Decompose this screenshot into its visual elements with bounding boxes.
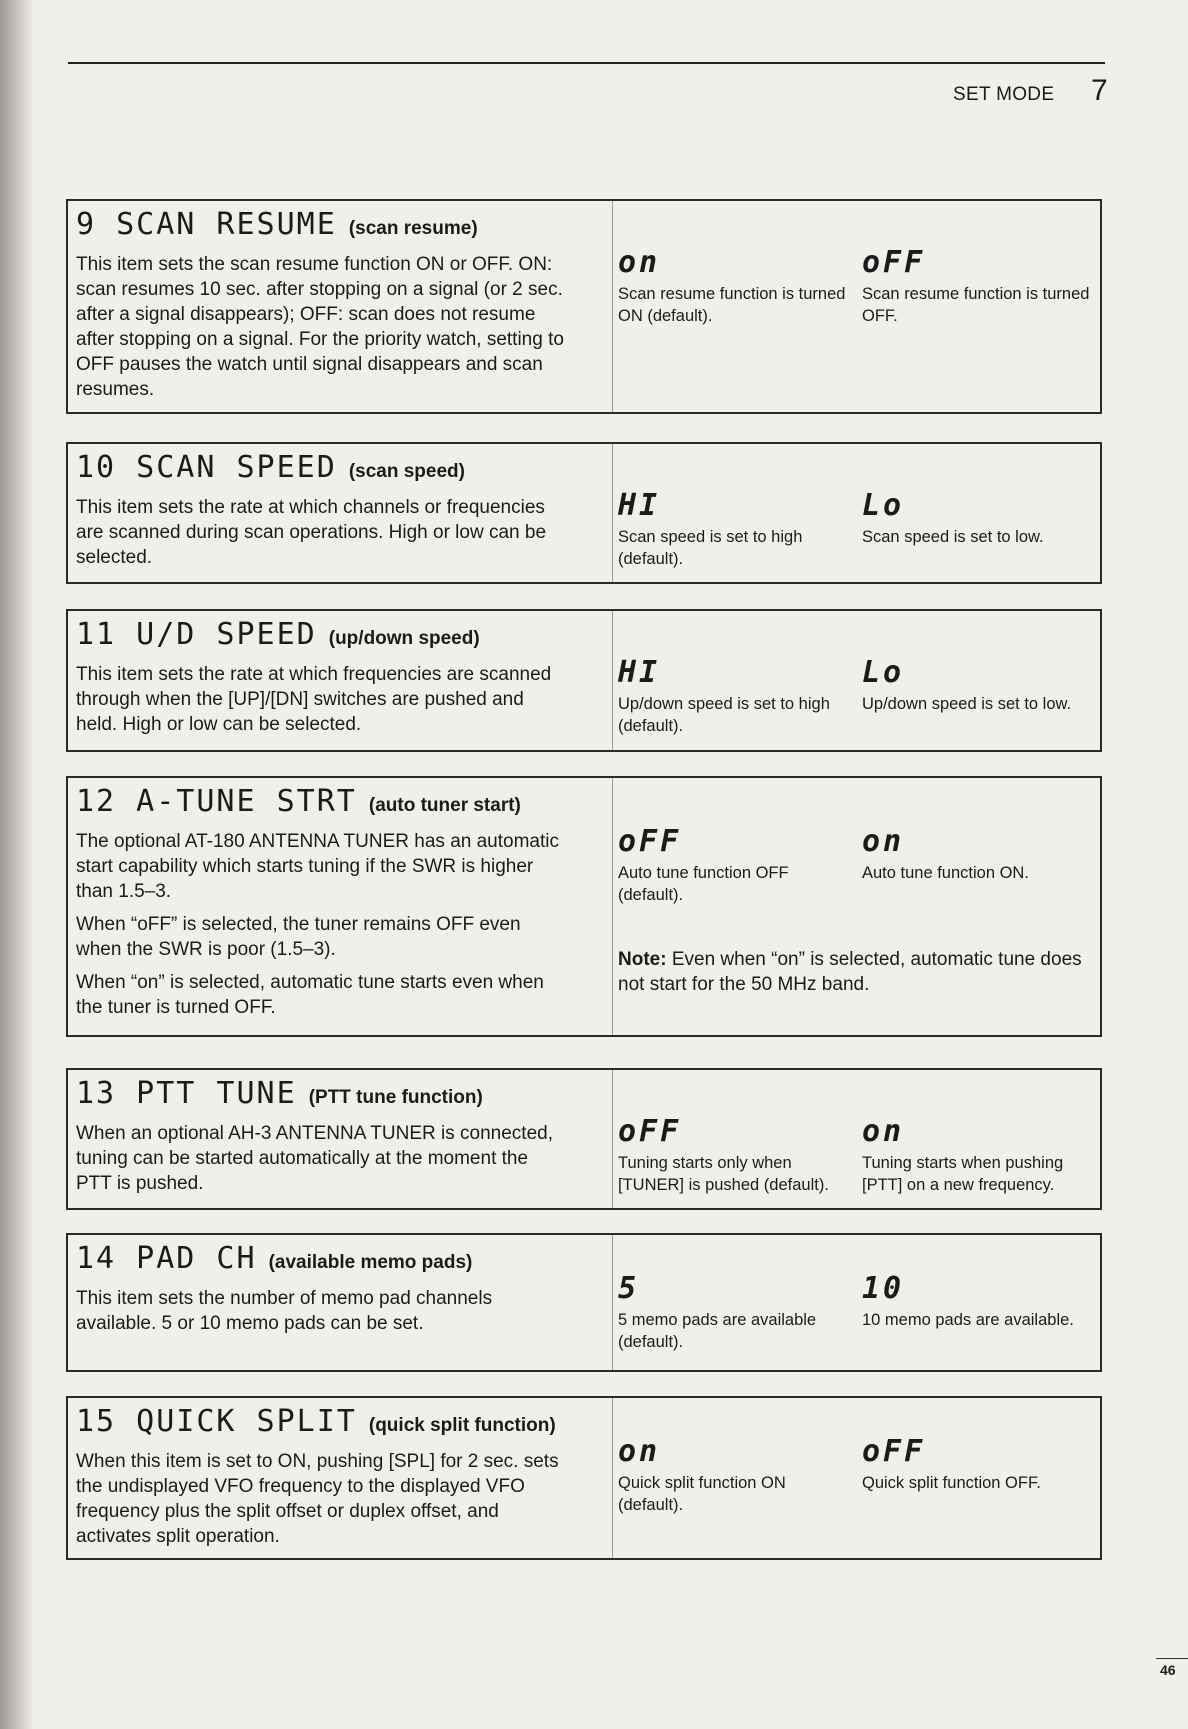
header-title: SET MODE xyxy=(953,84,1055,105)
option-description: Scan speed is set to high (default). xyxy=(618,528,803,568)
option-b xyxy=(862,1271,1090,1331)
lcd-item-label: 13 PTT TUNE xyxy=(76,1076,297,1111)
column-divider xyxy=(612,1070,613,1208)
option-description: Up/down speed is set to high (default). xyxy=(618,695,830,735)
lcd-display: Lo xyxy=(862,488,905,523)
lcd-item-label: 14 PAD CH xyxy=(76,1241,257,1276)
column-divider xyxy=(612,611,613,750)
section-paragraph: This item sets the scan resume function ON or OFF. ON: scan resumes 10 sec. after stopping on a signal (or 2 sec. after a signal disappears); OFF: scan does not resume after stopping on a signal. For the priority watch, setting to OFF pauses the watch until signal disappears and scan resumes. xyxy=(76,254,564,400)
lcd-display: on xyxy=(862,824,905,859)
option-b xyxy=(862,824,1090,884)
note-label: Note: xyxy=(618,949,667,970)
section-paragraph: When this item is set to ON, pushing [SPL] for 2 sec. sets the undisplayed VFO frequency to the displayed VFO frequency plus the split offset or duplex offset, and activates split operation. xyxy=(76,1451,559,1547)
lcd-display: on xyxy=(862,1114,905,1149)
item-subtitle: (scan resume) xyxy=(348,218,478,239)
lcd-display: Lo xyxy=(862,655,905,690)
lcd-display: oFF xyxy=(618,1114,682,1149)
option-description: 10 memo pads are available. xyxy=(862,1311,1074,1329)
header-rule xyxy=(68,62,1105,64)
section-paragraph: This item sets the rate at which frequencies are scanned through when the [UP]/[DN] switches are pushed and held. High or low can be selected. xyxy=(76,664,552,735)
lcd-display: 5 xyxy=(618,1271,640,1306)
option-description: Auto tune function OFF (default). xyxy=(618,864,789,904)
note-text: Even when “on” is selected, automatic tune does not start for the 50 MHz band. xyxy=(618,949,1082,995)
lcd-display: HI xyxy=(618,488,661,523)
page-number-rule xyxy=(1156,1658,1188,1659)
option-b xyxy=(862,1434,1090,1494)
option-description: Auto tune function ON. xyxy=(862,864,1029,882)
option-description: Scan speed is set to low. xyxy=(862,528,1044,546)
column-divider xyxy=(612,778,613,1035)
option-a xyxy=(618,1114,846,1196)
section-title xyxy=(76,207,566,242)
option-a xyxy=(618,245,846,327)
section-ptt-tune xyxy=(66,1068,1102,1210)
section-paragraph: When “on” is selected, automatic tune starts even when the tuner is turned OFF. xyxy=(76,972,544,1018)
section-auto-tuner-start xyxy=(66,776,1102,1037)
lcd-item-label: 10 SCAN SPEED xyxy=(76,450,337,485)
lcd-item-label: 9 SCAN RESUME xyxy=(76,207,337,242)
page-number: 46 xyxy=(1160,1662,1176,1678)
option-b xyxy=(862,488,1090,548)
option-a xyxy=(618,1271,846,1353)
lcd-display: HI xyxy=(618,655,661,690)
section-quick-split xyxy=(66,1396,1102,1560)
lcd-item-label: 15 QUICK SPLIT xyxy=(76,1404,357,1439)
option-description: Scan resume function is turned OFF. xyxy=(862,285,1090,325)
section-paragraph: This item sets the rate at which channels or frequencies are scanned during scan operations. High or low can be selected. xyxy=(76,497,547,568)
lcd-item-label: 12 A-TUNE STRT xyxy=(76,784,357,819)
option-a xyxy=(618,488,846,570)
section-paragraph: This item sets the number of memo pad channels available. 5 or 10 memo pads can be set. xyxy=(76,1288,493,1334)
option-b xyxy=(862,1114,1090,1196)
lcd-display: oFF xyxy=(862,1434,926,1469)
section-title xyxy=(76,1241,566,1276)
option-description: Tuning starts only when [TUNER] is pushed (default). xyxy=(618,1154,829,1194)
option-a xyxy=(618,655,846,737)
column-divider xyxy=(612,1235,613,1370)
option-description: Scan resume function is turned ON (default). xyxy=(618,285,846,325)
section-title xyxy=(76,784,566,819)
option-description: Up/down speed is set to low. xyxy=(862,695,1072,713)
section-scan-speed xyxy=(66,442,1102,584)
section-title xyxy=(76,617,566,652)
section-memo-pads xyxy=(66,1233,1102,1372)
item-subtitle: (up/down speed) xyxy=(328,628,480,649)
section-title xyxy=(76,1076,566,1111)
option-b xyxy=(862,245,1090,327)
option-a xyxy=(618,1434,846,1516)
lcd-display: oFF xyxy=(618,824,682,859)
item-subtitle: (quick split function) xyxy=(368,1415,556,1436)
section-up-down-speed xyxy=(66,609,1102,752)
option-description: Tuning starts when pushing [PTT] on a new frequency. xyxy=(862,1154,1064,1194)
column-divider xyxy=(612,1398,613,1558)
lcd-display: 10 xyxy=(862,1271,905,1306)
section-title xyxy=(76,1404,566,1439)
section-scan-resume xyxy=(66,199,1102,414)
option-a xyxy=(618,824,846,906)
column-divider xyxy=(612,201,613,412)
section-paragraph: When “oFF” is selected, the tuner remains OFF even when the SWR is poor (1.5–3). xyxy=(76,914,521,960)
lcd-display: on xyxy=(618,1434,661,1469)
page-gutter-shadow xyxy=(0,0,34,1729)
chapter-number: 7 xyxy=(1091,74,1108,107)
lcd-display: on xyxy=(618,245,661,280)
option-b xyxy=(862,655,1090,715)
section-paragraph: The optional AT-180 ANTENNA TUNER has an automatic start capability which starts tuning if the SWR is higher than 1.5–3. xyxy=(76,831,559,902)
option-description: Quick split function ON (default). xyxy=(618,1474,786,1514)
lcd-display: oFF xyxy=(862,245,926,280)
item-subtitle: (available memo pads) xyxy=(268,1252,473,1273)
option-description: 5 memo pads are available (default). xyxy=(618,1311,817,1351)
item-subtitle: (PTT tune function) xyxy=(308,1087,483,1108)
lcd-item-label: 11 U/D SPEED xyxy=(76,617,317,652)
item-subtitle: (scan speed) xyxy=(348,461,465,482)
option-description: Quick split function OFF. xyxy=(862,1474,1041,1492)
item-subtitle: (auto tuner start) xyxy=(368,795,521,816)
section-paragraph: When an optional AH-3 ANTENNA TUNER is connected, tuning can be started automatically at the moment the PTT is pushed. xyxy=(76,1123,553,1194)
column-divider xyxy=(612,444,613,582)
section-title xyxy=(76,450,566,485)
note xyxy=(618,947,1102,997)
